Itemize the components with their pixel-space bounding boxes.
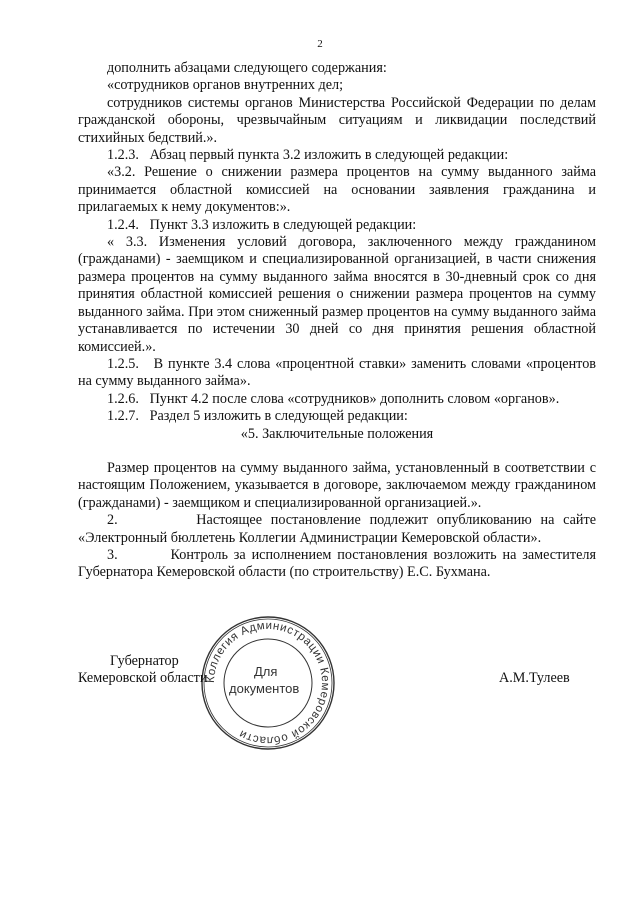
paragraph: 1.2.7. Раздел 5 изложить в следующей редакции: [107, 408, 408, 425]
document-body [78, 60, 596, 582]
paragraph: 1.2.3. Абзац первый пункта 3.2 изложить в следующей редакции: [107, 147, 509, 164]
page-number: 2 [317, 38, 323, 50]
paragraph: 1.2.6. Пункт 4.2 после слова «сотрудников» дополнить словом «органов». [107, 390, 560, 407]
paragraph: «3.2. Решение о снижении размера процентов на сумму выданного займа принимается областной комиссией на основании заявления гражданина и прилагаемых к нему документов:». [78, 164, 596, 216]
stamp-ring-text: Коллегия Администрации Кемеровской области [204, 619, 332, 747]
paragraph: 1.2.4. Пункт 3.3 изложить в следующей редакции: [107, 216, 417, 233]
signature-title-line1: Губернатор [110, 653, 179, 669]
paragraph: 1.2.5. В пункте 3.4 слова «процентной ставки» заменить словами «процентов на сумму выданного займа». [78, 355, 596, 390]
paragraph: «сотрудников органов внутренних дел; [107, 77, 344, 94]
section-heading: «5. Заключительные положения [240, 425, 434, 442]
spacer [78, 443, 596, 460]
paragraph: дополнить абзацами следующего содержания: [107, 60, 387, 76]
paragraph: 3. Контроль за исполнением постановления возложить на заместителя Губернатора Кемеровской области (по строительству) Е.С. Бухмана. [78, 546, 596, 581]
paragraph: « 3.3. Изменения условий договора, заключенного между гражданином (гражданами) - заемщиком и специализированной организацией, в части снижения размера процентов на сумму выданного займа вносятся в 30-дневный срок со дня принятия областной комиссией решения о снижении размера процентов на сумму выданного займа. При этом сниженный размер процентов на сумму выданного займа устанавливается по истечении 30 дней со дня принятия решения областной комиссией.». [78, 234, 596, 355]
stamp-center-line2: документов [229, 681, 300, 696]
signature-name: А.М.Тулеев [499, 670, 570, 686]
signature-title [78, 653, 207, 688]
signature-title-line2: Кемеровской области [78, 670, 208, 687]
paragraph: 2. Настоящее постановление подлежит опубликованию на сайте «Электронный бюллетень Коллегии Администрации Кемеровской области». [78, 512, 596, 546]
stamp-center-line1: Для [254, 664, 278, 679]
paragraph: сотрудников системы органов Министерства Российской Федерации по делам гражданской обороны, чрезвычайным ситуациям и ликвидации последствий стихийных бедствий.». [78, 94, 596, 146]
paragraph: Размер процентов на сумму выданного займа, установленный в соответствии с настоящим Положением, указывается в договоре, заключаемом между гражданином (гражданами) - заемщиком и специализированной организацией.». [78, 459, 596, 511]
